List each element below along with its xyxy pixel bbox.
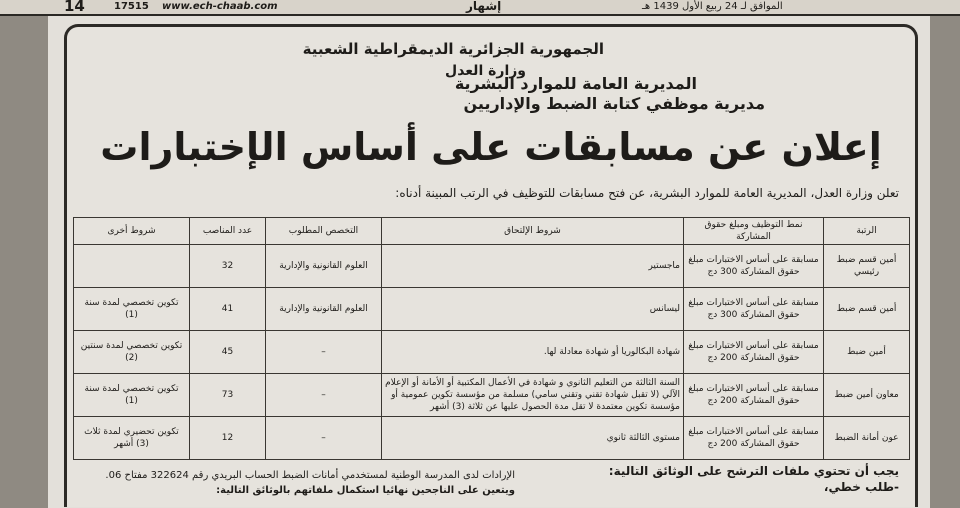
- republic-heading: الجمهورية الجزائرية الديمقراطية الشعبية: [302, 40, 604, 58]
- recruitment-mode-cell: مسابقة على أساس الاختبارات مبلغ حقوق المشاركة 300 دج: [684, 245, 824, 288]
- specialty-cell: –: [266, 374, 382, 417]
- admission-conditions-cell: شهادة البكالوريا أو شهادة معادلة لها.: [382, 331, 684, 374]
- section-label: إشهار: [466, 0, 502, 13]
- announcement-frame: [64, 24, 918, 507]
- positions-table: [73, 217, 910, 460]
- directorate-heading: المديرية العامة للموارد البشرية: [454, 74, 697, 93]
- column-header: عدد المناصب: [190, 218, 266, 245]
- rank-cell: أمين قسم ضبط رئيسي: [824, 245, 910, 288]
- other-conditions-cell: [74, 245, 190, 288]
- table-row: [74, 374, 910, 417]
- intro-text: تعلن وزارة العدل، المديرية العامة للموارد البشرية، عن فتح مسابقات للتوظيف في الرتب المبينة أدناه:: [395, 186, 899, 200]
- admission-conditions-cell: السنة الثالثة من التعليم الثانوي و شهادة في الأعمال المكتبية أو الأمانة أو الإعلام الآلي (لا تقبل شهادة تقني وتقني سامي) مسلمة من مؤسسة تكوين عمومية أو مؤسسة تكوين معتمدة لا تقل مدة الحصول عليها عن ثلاثة (3) أشهر: [382, 374, 684, 417]
- positions-count-cell: 45: [190, 331, 266, 374]
- table-row: [74, 331, 910, 374]
- table-row: [74, 417, 910, 460]
- rank-cell: معاون أمين ضبط: [824, 374, 910, 417]
- success-candidates-line: ويتعين على الناجحين نهائيا استكمال ملفاتهم بالوثائق التالية:: [216, 485, 515, 496]
- column-header: الرتبة: [824, 218, 910, 245]
- ministry-heading: وزارة العدل: [445, 63, 526, 79]
- specialty-cell: العلوم القانونية والإدارية: [266, 245, 382, 288]
- recruitment-mode-cell: مسابقة على أساس الاختبارات مبلغ حقوق المشاركة 200 دج: [684, 417, 824, 460]
- other-conditions-cell: تكوين تخصصي لمدة سنة (1): [74, 374, 190, 417]
- other-conditions-cell: تكوين تخصصي لمدة سنتين (2): [74, 331, 190, 374]
- positions-count-cell: 73: [190, 374, 266, 417]
- specialty-cell: –: [266, 417, 382, 460]
- table-row: [74, 288, 910, 331]
- table-row: [74, 245, 910, 288]
- date-line: الموافق لـ 24 ربيع الأول 1439 هـ: [642, 1, 783, 12]
- specialty-cell: العلوم القانونية والإدارية: [266, 288, 382, 331]
- website-link[interactable]: www.ech-chaab.com: [162, 1, 278, 12]
- column-header: التخصص المطلوب: [266, 218, 382, 245]
- announcement-title: إعلان عن مسابقات على أساس الإختبارات: [100, 125, 882, 169]
- newspaper-masthead: [0, 0, 960, 16]
- fees-line: الإرادات لدى المدرسة الوطنية لمستخدمي أمانات الضبط الحساب البريدي رقم 322624 مفتاح 06.: [105, 470, 515, 481]
- recruitment-mode-cell: مسابقة على أساس الاختبارات مبلغ حقوق المشاركة 300 دج: [684, 288, 824, 331]
- issue-number: 17515: [114, 1, 149, 12]
- positions-count-cell: 12: [190, 417, 266, 460]
- column-header: نمط التوظيف ومبلغ حقوق المشاركة: [684, 218, 824, 245]
- specialty-cell: –: [266, 331, 382, 374]
- positions-count-cell: 32: [190, 245, 266, 288]
- table-header-row: [74, 218, 910, 245]
- documents-title: يجب أن تحتوي ملفات الترشح على الوثائق التالية:: [608, 464, 899, 478]
- rank-cell: أمين ضبط: [824, 331, 910, 374]
- other-conditions-cell: تكوين تحضيري لمدة ثلاث (3) أشهر: [74, 417, 190, 460]
- sub-directorate-heading: مديرية موظفي كتابة الضبط والإداريين: [463, 94, 765, 113]
- column-header: شروط أخرى: [74, 218, 190, 245]
- fees-section: [75, 468, 515, 498]
- rank-cell: عون أمانة الضبط: [824, 417, 910, 460]
- positions-count-cell: 41: [190, 288, 266, 331]
- page-number: 14: [64, 0, 85, 15]
- recruitment-mode-cell: مسابقة على أساس الاختبارات مبلغ حقوق المشاركة 200 دج: [684, 374, 824, 417]
- documents-section: [609, 463, 899, 495]
- other-conditions-cell: تكوين تخصصي لمدة سنة (1): [74, 288, 190, 331]
- documents-item: -طلب خطي،: [823, 480, 899, 494]
- recruitment-mode-cell: مسابقة على أساس الاختبارات مبلغ حقوق المشاركة 200 دج: [684, 331, 824, 374]
- admission-conditions-cell: ماجستير: [382, 245, 684, 288]
- admission-conditions-cell: ليسانس: [382, 288, 684, 331]
- rank-cell: أمين قسم ضبط: [824, 288, 910, 331]
- column-header: شروط الإلتحاق: [382, 218, 684, 245]
- admission-conditions-cell: مستوى الثالثة ثانوي: [382, 417, 684, 460]
